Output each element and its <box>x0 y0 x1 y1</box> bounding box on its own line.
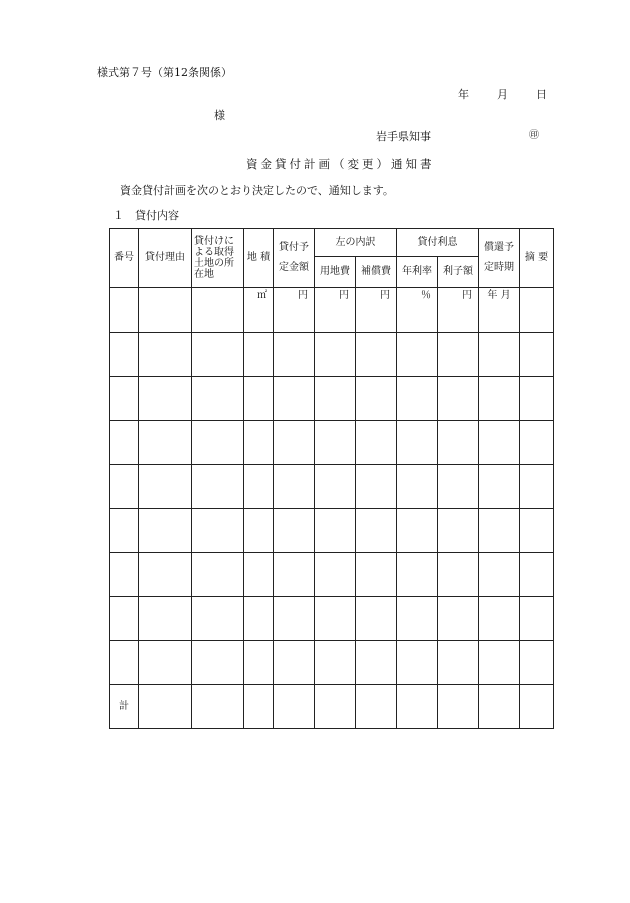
header-compensation: 補償費 <box>356 257 397 288</box>
header-interest-amount: 利子額 <box>438 257 479 288</box>
document-title: 資金貸付計画（変更）通知書 <box>246 157 435 171</box>
date-line <box>458 88 547 101</box>
unit-interest-amount: 円 <box>438 288 479 333</box>
unit-area: ㎡ <box>244 288 274 333</box>
seal-mark: ㊞ <box>529 130 539 141</box>
date-month: 月 <box>497 88 508 101</box>
header-number: 番号 <box>110 229 139 288</box>
loan-content-table <box>109 228 554 729</box>
table-row <box>110 641 554 685</box>
table-row <box>110 509 554 553</box>
header-remarks: 摘 要 <box>520 229 554 288</box>
unit-amount: 円 <box>274 288 315 333</box>
table-row <box>110 288 554 333</box>
notice-text: 資金貸付計画を次のとおり決定したので、通知します。 <box>120 184 394 197</box>
table-row <box>110 421 554 465</box>
cell <box>520 288 554 333</box>
header-land-cost: 用地費 <box>315 257 356 288</box>
unit-land-cost: 円 <box>315 288 356 333</box>
total-label: 計 <box>110 685 139 729</box>
date-year: 年 <box>458 88 469 101</box>
header-repayment <box>479 229 520 288</box>
header-annual-rate: 年利率 <box>397 257 438 288</box>
section-heading: １ 貸付内容 <box>113 209 179 222</box>
table-row <box>110 597 554 641</box>
header-area: 地 積 <box>244 229 274 288</box>
header-location <box>192 229 244 288</box>
header-repayment-text: 償還予定時期 <box>484 242 514 273</box>
header-amount-text: 貸付予定金額 <box>279 242 309 273</box>
form-number-label: 様式第７号（第12条関係） <box>97 66 232 79</box>
total-row <box>110 685 554 729</box>
cell <box>139 288 192 333</box>
cell <box>192 288 244 333</box>
unit-compensation: 円 <box>356 288 397 333</box>
header-breakdown: 左の内訳 <box>315 229 397 257</box>
addressee-honorific: 様 <box>214 109 225 122</box>
table-row <box>110 465 554 509</box>
sender-governor: 岩手県知事 <box>376 130 431 143</box>
unit-annual-rate: ％ <box>397 288 438 333</box>
table-row <box>110 553 554 597</box>
unit-repayment: 年 月 <box>479 288 520 333</box>
header-location-text: 貸付けによる取得土地の所在地 <box>194 236 234 280</box>
header-interest: 貸付利息 <box>397 229 479 257</box>
header-amount <box>274 229 315 288</box>
header-reason: 貸付理由 <box>139 229 192 288</box>
date-day: 日 <box>536 88 547 101</box>
table-row <box>110 333 554 377</box>
table-row <box>110 377 554 421</box>
cell <box>110 288 139 333</box>
